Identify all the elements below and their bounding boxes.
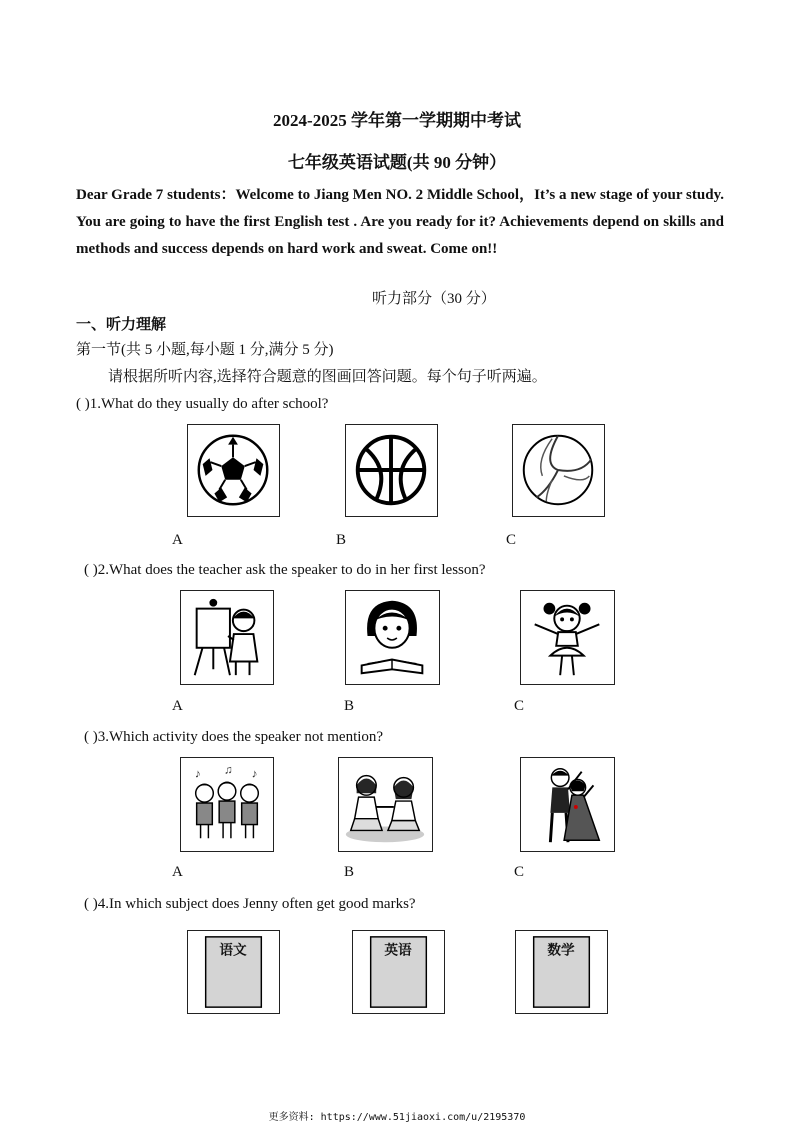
picture-basketball[interactable]: [345, 424, 438, 517]
svg-text:♪: ♪: [251, 767, 258, 781]
question-1: ( )1.What do they usually do after school?: [76, 396, 329, 412]
option-label-c: C: [506, 532, 517, 548]
girl-painting-icon: [181, 591, 273, 684]
kids-singing-icon: [181, 758, 273, 851]
picture-kids-playing[interactable]: [338, 757, 433, 852]
option-label-b: B: [336, 532, 347, 548]
svg-text:♫: ♫: [224, 763, 233, 777]
book-math-icon: [516, 931, 607, 1013]
couple-dancing-icon: [521, 758, 614, 851]
instruction: 请根据所听内容,选择符合题意的图画回答问题。每个句子听两遍。: [108, 369, 547, 385]
book-title: 数学: [547, 942, 575, 958]
footer-link[interactable]: 更多资料: https://www.51jiaoxi.com/u/2195370: [268, 1112, 526, 1123]
picture-girl-painting[interactable]: [180, 590, 274, 685]
picture-book-chinese[interactable]: [187, 930, 280, 1014]
soccer-ball-icon: [188, 425, 279, 516]
svg-text:♪: ♪: [194, 767, 201, 781]
listening-part-title: 听力部分（30 分）: [372, 291, 496, 307]
girl-dancing-icon: [521, 591, 614, 684]
picture-book-english[interactable]: [352, 930, 445, 1014]
option-label-a: A: [172, 532, 183, 548]
exam-title: 2024-2025 学年第一学期期中考试: [273, 111, 521, 130]
book-title: 语文: [219, 942, 247, 958]
section-heading: 一、听力理解: [76, 317, 167, 333]
intro-paragraph: Dear Grade 7 students：Welcome to Jiang Men NO. 2 Middle School，It’s a new stage of your study. You are going to have the first English test . Are you ready for it? Achievements depend on skills and methods and success depends on hard work and sweat. Come on!!: [76, 187, 724, 257]
picture-couple-dancing[interactable]: [520, 757, 615, 852]
option-label-b: B: [344, 864, 355, 880]
book-english-icon: [353, 931, 444, 1013]
option-label-a: A: [172, 698, 183, 714]
book-chinese-icon: [188, 931, 279, 1013]
picture-book-math[interactable]: [515, 930, 608, 1014]
volleyball-icon: [513, 425, 604, 516]
question-4: ( )4.In which subject does Jenny often get good marks?: [84, 896, 416, 912]
exam-subtitle: 七年级英语试题(共 90 分钟）: [287, 153, 507, 172]
option-label-b: B: [344, 698, 355, 714]
question-3: ( )3.Which activity does the speaker not mention?: [84, 729, 384, 745]
picture-kids-singing[interactable]: [180, 757, 274, 852]
kids-playing-icon: [339, 758, 432, 851]
girl-reading-icon: [346, 591, 439, 684]
option-label-c: C: [514, 698, 525, 714]
picture-volleyball[interactable]: [512, 424, 605, 517]
basketball-icon: [346, 425, 437, 516]
option-label-a: A: [172, 864, 183, 880]
question-2: ( )2.What does the teacher ask the speaker to do in her first lesson?: [84, 562, 486, 578]
book-title: 英语: [384, 942, 412, 958]
option-label-c: C: [514, 864, 525, 880]
picture-girl-dancing[interactable]: [520, 590, 615, 685]
picture-girl-reading[interactable]: [345, 590, 440, 685]
sub-heading: 第一节(共 5 小题,每小题 1 分,满分 5 分): [76, 342, 334, 358]
picture-soccer-ball[interactable]: [187, 424, 280, 517]
